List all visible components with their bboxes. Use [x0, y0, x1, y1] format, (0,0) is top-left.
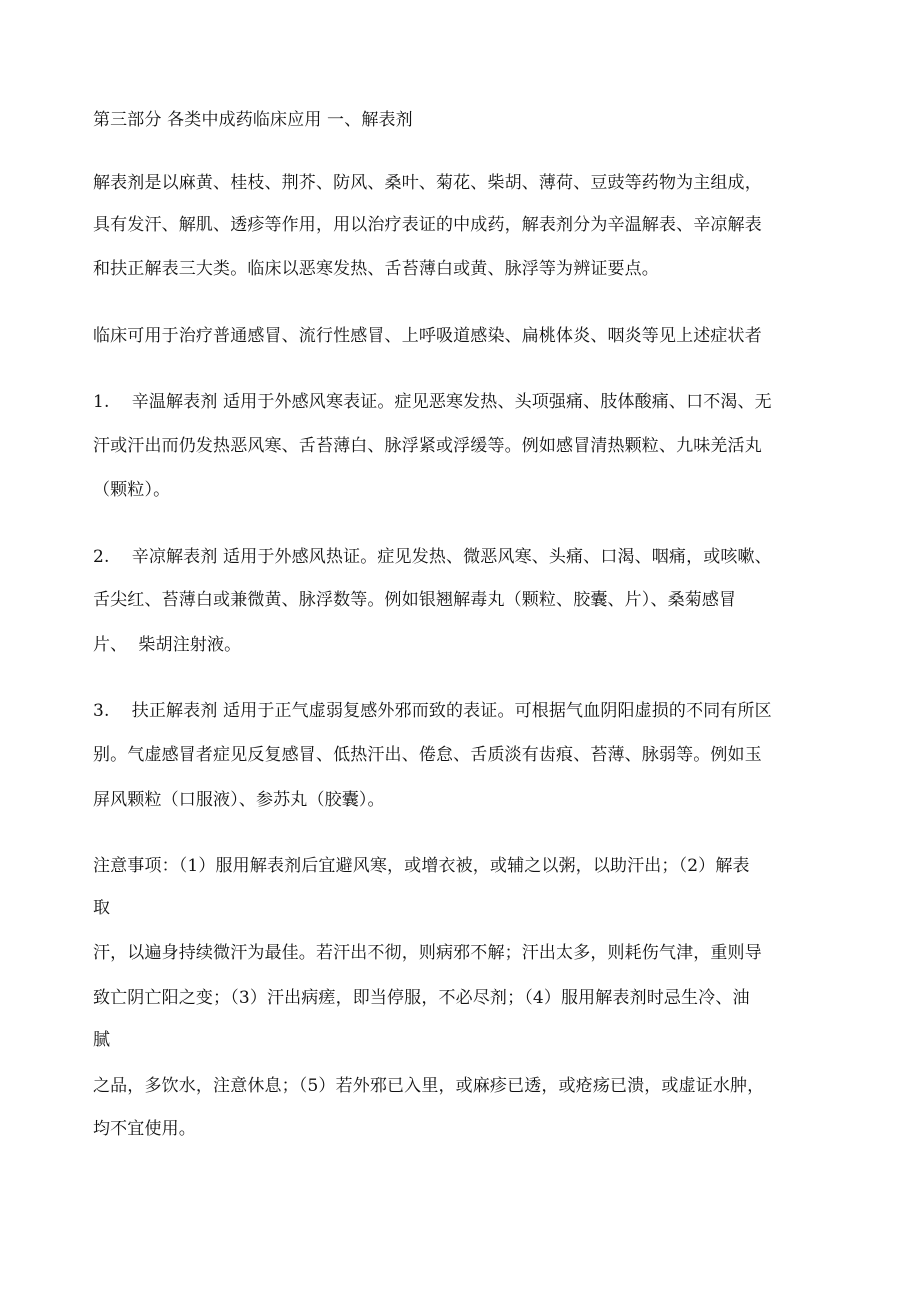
item3-line-1: 3. 扶正解表剂 适用于正气虚弱复感外邪而致的表证。可根据气血阴阳虚损的不同有所区: [93, 701, 772, 721]
item3-line-3: 屏风颗粒（口服液）、参苏丸（胶囊）。: [93, 790, 385, 810]
notes-line-3: 汗，以遍身持续微汗为最佳。若汗出不彻，则病邪不解；汗出太多，则耗伤气津，重则导: [93, 943, 762, 963]
notes-line-5: 腻: [93, 1030, 111, 1050]
item2-line-3: 片、 柴胡注射液。: [93, 635, 242, 655]
intro-line-3: 和扶正解表三大类。临床以恶寒发热、舌苔薄白或黄、脉浮等为辨证要点。: [93, 259, 659, 279]
notes-line-1: 注意事项：（1）服用解表剂后宜避风寒，或增衣被，或辅之以粥，以助汗出；（2）解表: [93, 856, 750, 876]
intro-line-1: 解表剂是以麻黄、桂枝、荆芥、防风、桑叶、菊花、柴胡、薄荷、豆豉等药物为主组成，: [93, 173, 762, 193]
notes-line-7: 均不宜使用。: [93, 1119, 196, 1139]
item1-line-3: （颗粒）。: [93, 480, 171, 500]
item2-line-2: 舌尖红、苔薄白或兼微黄、脉浮数等。例如银翘解毒丸（颗粒、胶囊、片）、桑菊感冒: [93, 590, 737, 610]
notes-line-6: 之品，多饮水，注意休息；（5）若外邪已入里，或麻疹已透，或疮疡已溃，或虚证水肿，: [93, 1076, 765, 1096]
item1-line-1: 1. 辛温解表剂 适用于外感风寒表证。症见恶寒发热、头项强痛、肢体酸痛、口不渴、无: [93, 392, 772, 412]
notes-line-2: 取: [93, 898, 111, 918]
section-heading: 第三部分 各类中成药临床应用 一、解表剂: [93, 110, 413, 130]
item3-line-2: 别。气虚感冒者症见反复感冒、低热汗出、倦怠、舌质淡有齿痕、苔薄、脉弱等。例如玉: [93, 745, 762, 765]
clinical-use-paragraph: 临床可用于治疗普通感冒、流行性感冒、上呼吸道感染、扁桃体炎、咽炎等见上述症状者: [93, 326, 762, 346]
intro-line-2: 具有发汗、解肌、透疹等作用，用以治疗表证的中成药，解表剂分为辛温解表、辛凉解表: [93, 215, 762, 235]
item1-line-2: 汗或汗出而仍发热恶风寒、舌苔薄白、脉浮紧或浮缓等。例如感冒清热颗粒、九味羌活丸: [93, 436, 762, 456]
item2-line-1: 2. 辛凉解表剂 适用于外感风热证。症见发热、微恶风寒、头痛、口渴、咽痛，或咳嗽、: [93, 547, 772, 567]
notes-line-4: 致亡阴亡阳之变；（3）汗出病瘥，即当停服，不必尽剂；（4）服用解表剂时忌生冷、油: [93, 988, 750, 1008]
